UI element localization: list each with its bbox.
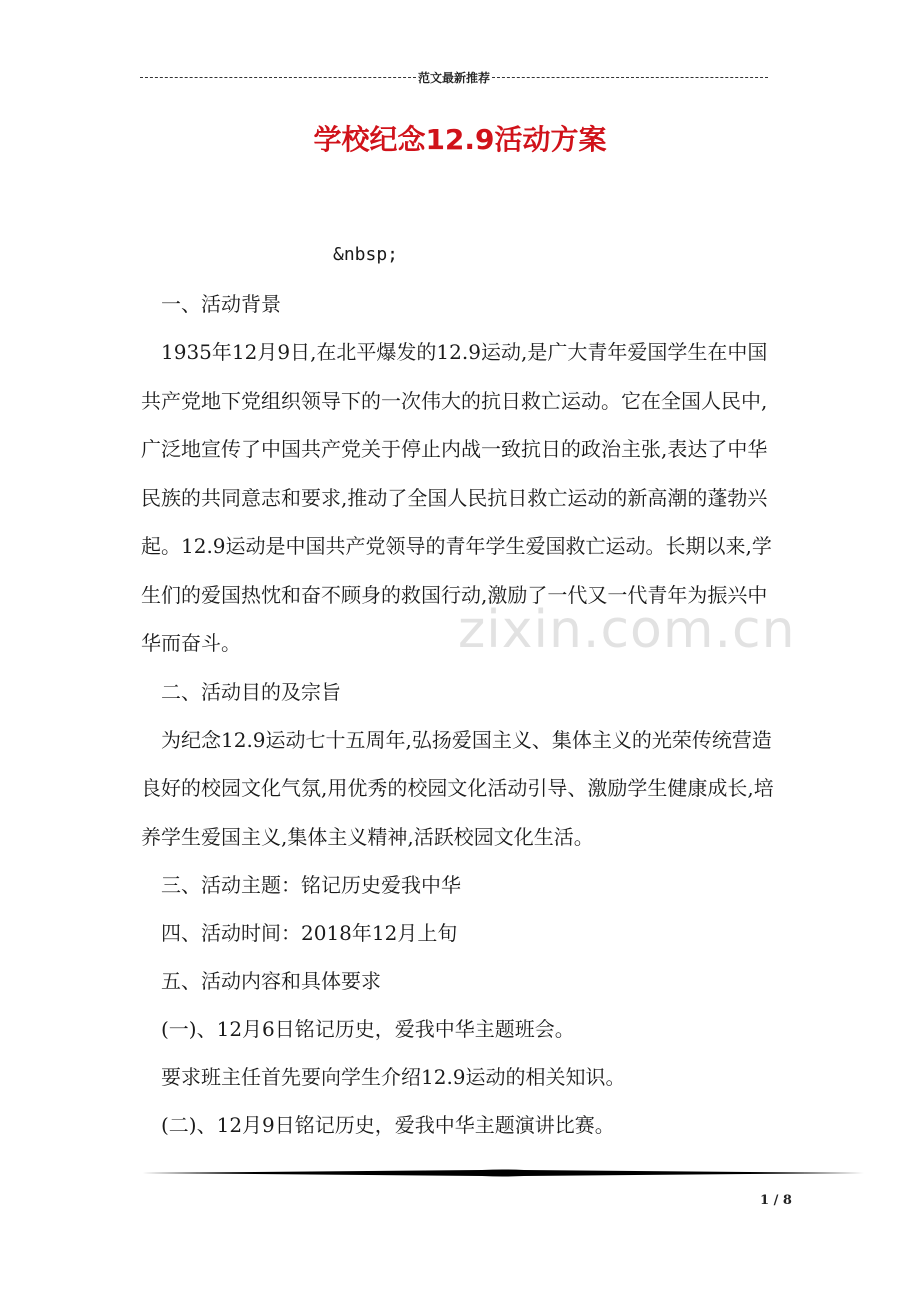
document-body — [141, 280, 783, 1149]
watermark: zixin.com.cn — [458, 600, 796, 660]
section-heading-time: 四、活动时间：2018年12月上旬 — [161, 921, 458, 945]
section-heading-content: 五、活动内容和具体要求 — [161, 969, 381, 993]
list-item-requirement: 要求班主任首先要向学生介绍12.9运动的相关知识。 — [161, 1065, 626, 1089]
nbsp-text: &nbsp; — [333, 244, 399, 265]
header-dash-right — [492, 77, 768, 78]
footer-divider — [142, 1168, 864, 1178]
header-label: 范文最新推荐 — [418, 70, 491, 85]
paragraph-purpose: 为纪念12.9运动七十五周年,弘扬爱国主义、集体主义的光荣传统营造良好的校园文化气氛,用优秀的校园文化活动引导、激励学生健康成长,培养学生爱国主义,集体主义精神,活跃校园文化生活。 — [141, 727, 774, 849]
list-item-speech-contest: (二)、12月9日铭记历史，爱我中华主题演讲比赛。 — [161, 1113, 615, 1137]
section-heading-theme: 三、活动主题：铭记历史爱我中华 — [161, 873, 461, 897]
section-heading-background: 一、活动背景 — [161, 292, 281, 316]
page-header — [140, 66, 768, 88]
section-heading-purpose: 二、活动目的及宗旨 — [161, 679, 341, 704]
header-dash-left — [140, 77, 416, 78]
list-item-class-meeting: (一)、12月6日铭记历史，爱我中华主题班会。 — [161, 1017, 575, 1041]
page-number: 1 / 8 — [760, 1193, 792, 1208]
paragraph-background: 1935年12月9日,在北平爆发的12.9运动,是广大青年爱国学生在中国共产党地下党组织领导下的一次伟大的抗日救亡运动。它在全国人民中,广泛地宣传了中国共产党关于停止内战一致抗日的政治主张,表达了中华民族的共同意志和要求,推动了全国人民抗日救亡运动的新高潮的蓬勃兴起。12.9运动是中国共产党领导的青年学生爱国救亡运动。长期以来,学生们的爱国热忱和奋不顾身的救国行动,激励了一代又一代青年为振兴中华而奋斗。 — [141, 340, 772, 655]
document-title: 学校纪念12.9活动方案 — [313, 123, 607, 156]
